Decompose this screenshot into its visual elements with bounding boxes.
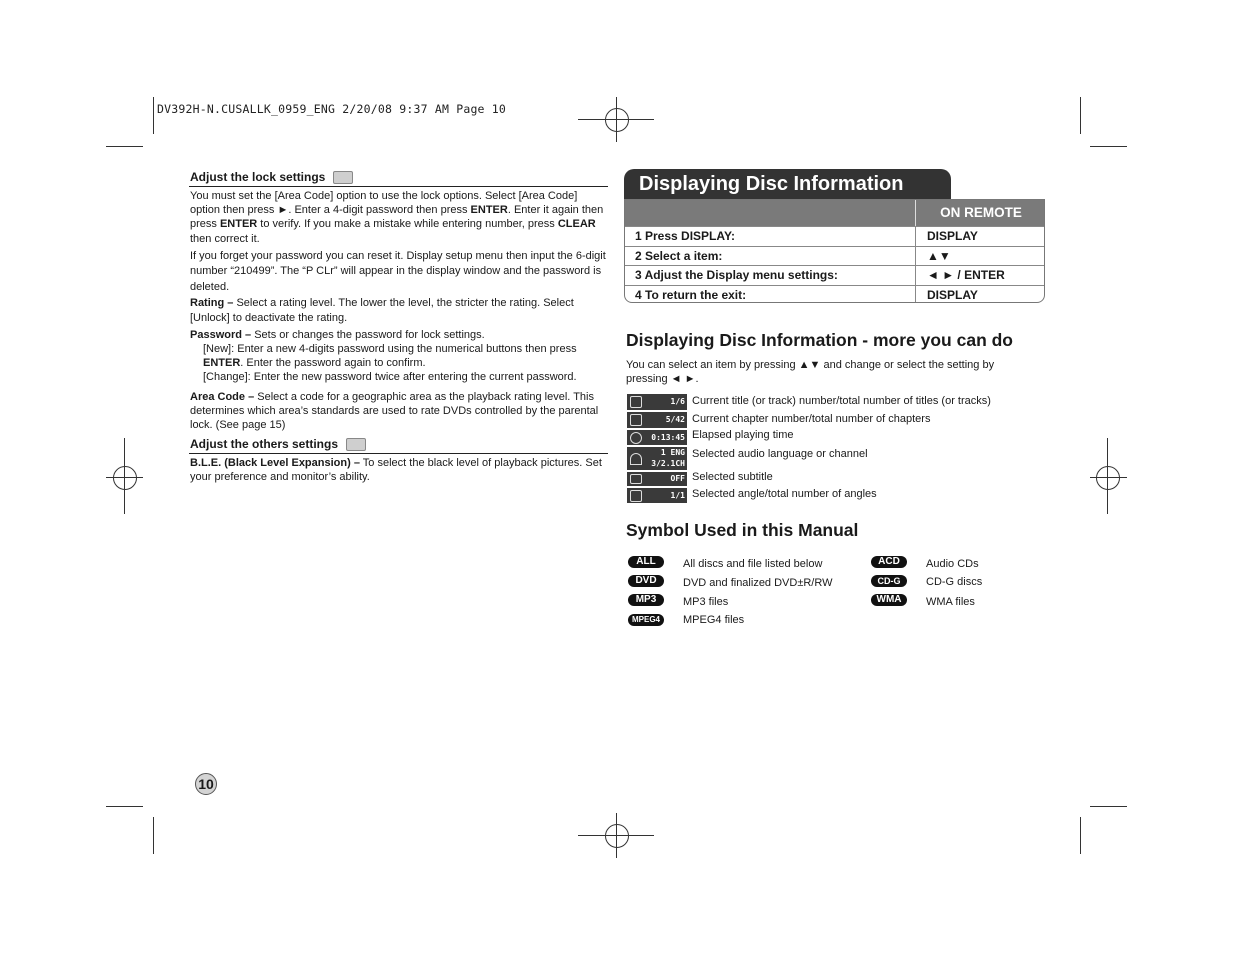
reset-password-text: If you forget your password you can reset it. Display setup menu then input the 6-digit number “210499”. The “P CLr” will appear in the display window and the password is deleted. <box>190 249 606 293</box>
mp3-badge: MP3 <box>628 594 664 606</box>
table-row <box>625 246 1044 267</box>
step-remote: DISPLAY <box>915 227 978 247</box>
symbol-label: MPEG4 files <box>683 614 745 626</box>
symbol-label: DVD and finalized DVD±R/RW <box>683 577 833 589</box>
audio-icon: 1 ENG 3/2.1CH <box>627 447 687 470</box>
area-code-term: Area Code – <box>190 390 255 403</box>
password-new-text: [New]: Enter a new 4-digits password using the numerical buttons then press ENTER. Enter the password again to confirm. <box>203 342 577 370</box>
section-banner: Displaying Disc Information <box>624 169 951 199</box>
print-slug: DV392H-N.CUSALLK_0959_ENG 2/20/08 9:37 AM Page 10 <box>157 102 507 116</box>
password-term: Password – <box>190 328 252 341</box>
page-number: 10 <box>195 773 217 795</box>
on-remote-header: ON REMOTE <box>915 200 1045 226</box>
table-row <box>625 285 1044 304</box>
symbol-label: WMA files <box>926 596 975 608</box>
table-row <box>625 226 1044 247</box>
ble-desc: To select the black level of playback pictures. Set your preference and monitor’s ability. <box>190 457 602 484</box>
password-change-text: [Change]: Enter the new password twice after entering the current password. <box>203 371 577 384</box>
remote-steps-table <box>624 199 1045 303</box>
lock-settings-title: Adjust the lock settings <box>190 170 326 184</box>
cdg-badge: CD-G <box>871 575 907 587</box>
angle-icon: 1/1 <box>627 488 687 503</box>
chapter-icon: 5/42 <box>627 412 687 428</box>
area-code-desc: Select a code for a geographic area as the playback rating level. This determines which area’s standards are used to rate DVDs controlled by the parental lock. (See page 15) <box>190 390 599 431</box>
step-remote: ◄ ► / ENTER <box>915 266 1005 286</box>
more-intro: You can select an item by pressing ▲▼ and change or select the setting by pressing ◄ ►. <box>626 359 995 385</box>
table-header <box>625 200 1044 226</box>
mpeg4-badge: MPEG4 <box>628 614 664 626</box>
rating-term: Rating – <box>190 297 234 310</box>
step-label: 3 Adjust the Display menu settings: <box>635 268 838 282</box>
display-item-label: Selected subtitle <box>692 471 773 483</box>
acd-badge: ACD <box>871 556 907 568</box>
title-icon: 1/6 <box>627 394 687 410</box>
all-badge: ALL <box>628 556 664 568</box>
display-item-label: Current title (or track) number/total number of titles (or tracks) <box>692 395 991 407</box>
step-remote: ▲▼ <box>915 247 951 267</box>
step-label: 4 To return the exit: <box>635 287 747 302</box>
symbol-label: CD-G discs <box>926 576 983 588</box>
step-remote: DISPLAY <box>915 286 978 304</box>
lock-intro-text: You must set the [Area Code] option to use the lock options. Select [Area Code] option then press ►. Enter a 4-digit password then press ENTER. Enter it again then press ENTER to verify. If you make a mistake while entering number, press CLEAR then correct it. <box>190 190 604 245</box>
display-item-label: Current chapter number/total number of chapters <box>692 413 931 425</box>
rating-text <box>190 296 608 324</box>
lock-icon <box>333 171 353 184</box>
divider <box>189 186 608 187</box>
rating-desc: Select a rating level. The lower the level, the stricter the rating. Select [Unlock] to deactivate the rating. <box>190 297 574 324</box>
step-label: 1 Press DISPLAY: <box>635 229 736 243</box>
clock-icon: 0:13:45 <box>627 430 687 445</box>
dvd-badge: DVD <box>628 575 664 587</box>
symbol-heading: Symbol Used in this Manual <box>626 520 859 540</box>
password-desc: Sets or changes the password for lock settings. <box>251 328 485 341</box>
symbol-label: MP3 files <box>683 596 729 608</box>
symbol-label: All discs and file listed below <box>683 558 823 570</box>
ble-text <box>190 456 608 484</box>
display-item-label: Selected audio language or channel <box>692 448 868 460</box>
lock-paragraph <box>190 189 608 432</box>
area-code-text <box>190 390 608 433</box>
symbol-label: Audio CDs <box>926 558 979 570</box>
display-item-label: Selected angle/total number of angles <box>692 488 877 500</box>
divider <box>189 453 608 454</box>
others-settings-heading <box>190 437 366 451</box>
table-row <box>625 265 1044 286</box>
others-settings-title: Adjust the others settings <box>190 437 339 451</box>
wma-badge: WMA <box>871 594 907 606</box>
subtitle-icon: OFF <box>627 472 687 486</box>
ble-term: B.L.E. (Black Level Expansion) – <box>190 457 360 469</box>
step-label: 2 Select a item: <box>635 248 723 263</box>
more-heading: Displaying Disc Information - more you can do <box>626 330 1013 350</box>
display-item-label: Elapsed playing time <box>692 429 794 441</box>
password-text <box>190 328 608 342</box>
lock-settings-heading <box>190 170 353 184</box>
settings-icon <box>346 438 366 451</box>
